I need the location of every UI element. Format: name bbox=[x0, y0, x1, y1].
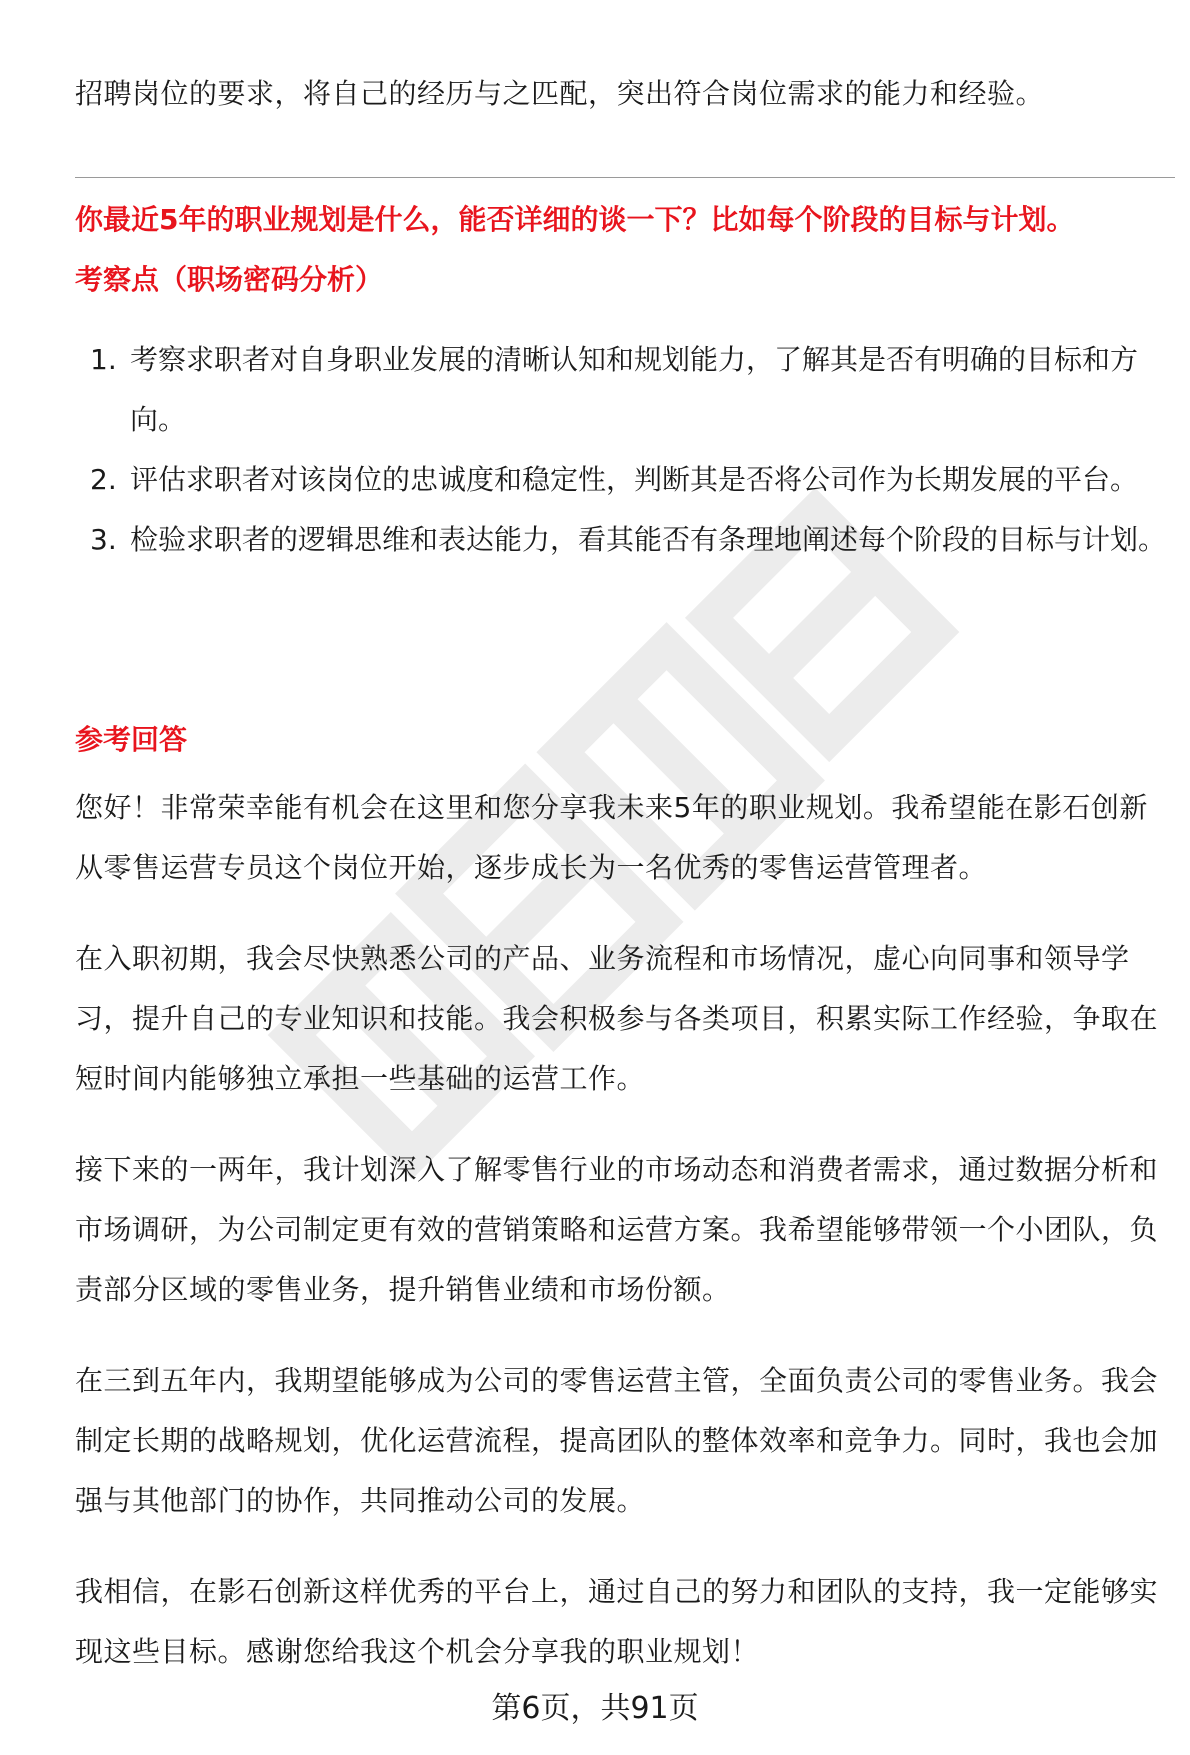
page-number-footer: 第6页，共91页 bbox=[491, 1691, 699, 1726]
answer-paragraph: 我相信，在影石创新这样优秀的平台上，通过自己的努力和团队的支持，我一定能够实现这些目标。感谢您给我这个机会分享我的职业规划！ bbox=[75, 1575, 1159, 1668]
list-number: 2. bbox=[90, 463, 117, 496]
answer-title: 参考回答 bbox=[75, 723, 188, 756]
list-number: 3. bbox=[90, 523, 117, 556]
list-item-text: 检验求职者的逻辑思维和表达能力，看其能否有条理地阐述每个阶段的目标与计划。 bbox=[130, 523, 1167, 556]
answer-body bbox=[75, 778, 1165, 1713]
answer-paragraph: 接下来的一两年，我计划深入了解零售行业的市场动态和消费者需求，通过数据分析和市场调研，为公司制定更有效的营销策略和运营方案。我希望能够带领一个小团队，负责部分区域的零售业务，提升销售业绩和市场份额。 bbox=[75, 1153, 1159, 1306]
list-item bbox=[75, 510, 1175, 570]
intro-paragraph: 招聘岗位的要求，将自己的经历与之匹配，突出符合岗位需求的能力和经验。 bbox=[75, 77, 1045, 110]
answer-paragraph: 在三到五年内，我期望能够成为公司的零售运营主管，全面负责公司的零售业务。我会制定长期的战略规划，优化运营流程，提高团队的整体效率和竞争力。同时，我也会加强与其他部门的协作，共同推动公司的发展。 bbox=[75, 1364, 1159, 1517]
answer-paragraph: 在入职初期，我会尽快熟悉公司的产品、业务流程和市场情况，虚心向同事和领导学习，提升自己的专业知识和技能。我会积极参与各类项目，积累实际工作经验，争取在短时间内能够独立承担一些基础的运营工作。 bbox=[75, 942, 1159, 1095]
list-item bbox=[75, 450, 1175, 510]
list-item-text: 考察求职者对自身职业发展的清晰认知和规划能力，了解其是否有明确的目标和方向。 bbox=[130, 343, 1139, 436]
list-item-text: 评估求职者对该岗位的忠诚度和稳定性，判断其是否将公司作为长期发展的平台。 bbox=[130, 463, 1139, 496]
answer-paragraph: 您好！非常荣幸能有机会在这里和您分享我未来5年的职业规划。我希望能在影石创新从零售运营专员这个岗位开始，逐步成长为一名优秀的零售运营管理者。 bbox=[75, 791, 1148, 884]
list-item bbox=[75, 330, 1175, 450]
points-list bbox=[75, 330, 1175, 570]
question-heading: 你最近5年的职业规划是什么，能否详细的谈一下？比如每个阶段的目标与计划。 bbox=[75, 203, 1075, 236]
section-divider bbox=[75, 177, 1175, 178]
points-title: 考察点（职场密码分析） bbox=[75, 263, 384, 296]
list-number: 1. bbox=[90, 343, 117, 376]
